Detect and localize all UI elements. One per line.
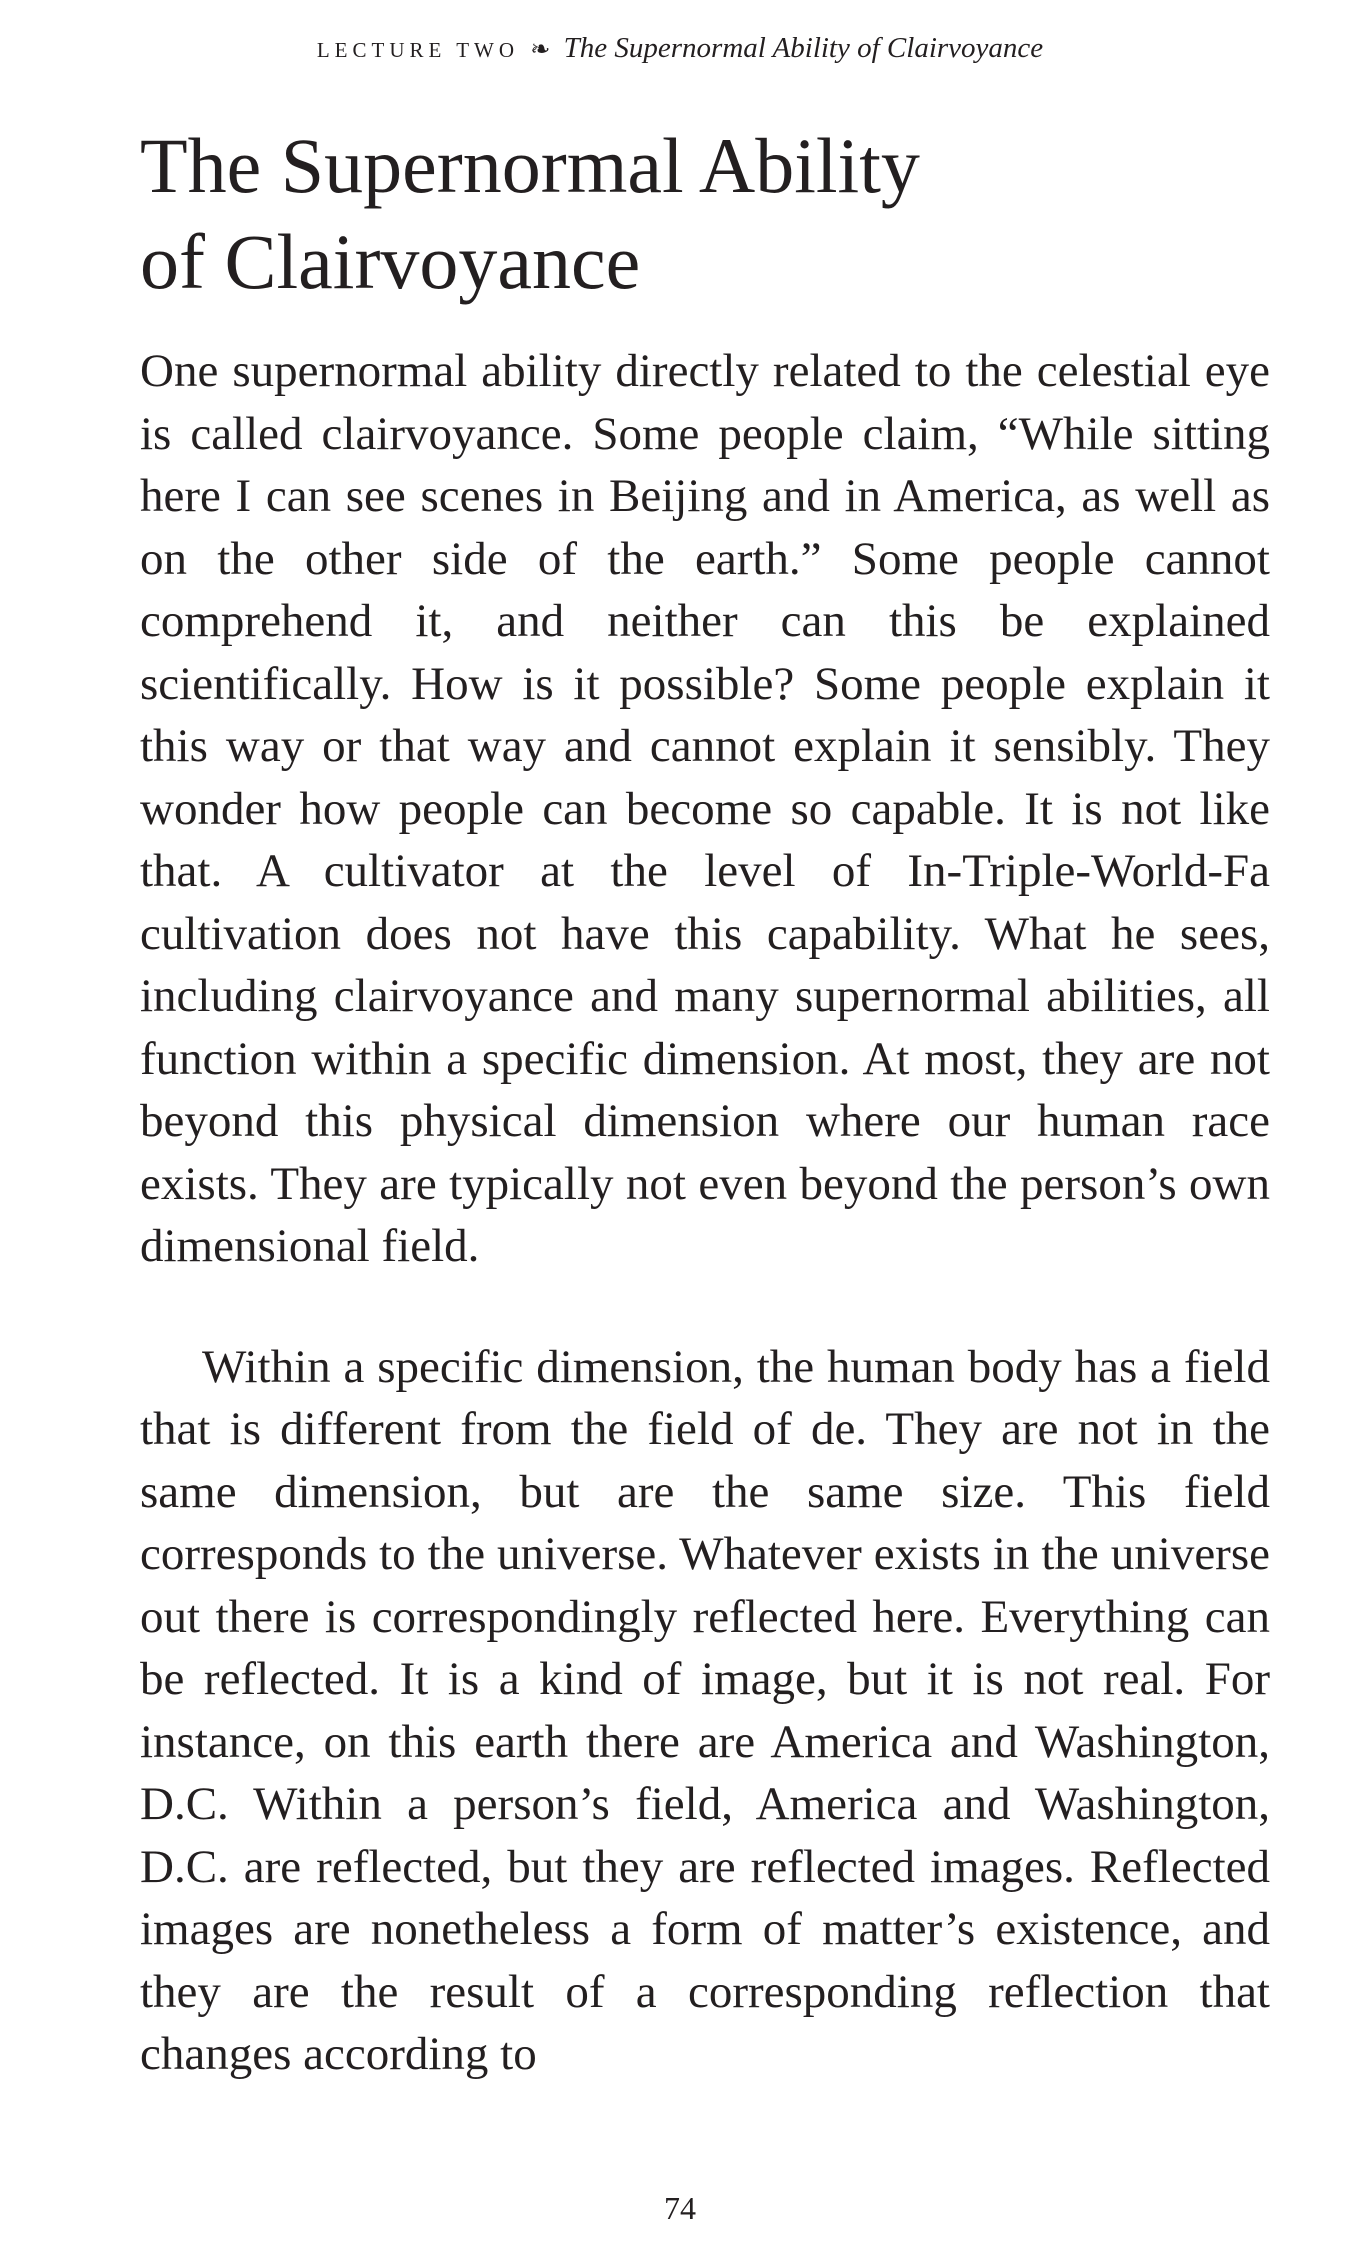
chapter-title [140,118,1240,310]
running-head-lecture-label: LECTURE TWO [316,38,520,62]
body-text [140,340,1270,2086]
paragraph-2: Within a specific dimension, the human body has a field that is different from the field of de. They are not in the same dimension, but are the same size. This field corresponds to the universe. Whatever exists in the universe out there is correspondingly reflected here. Everything can be reflected. It is a kind of image, but it is not real. For instance, on this earth there are America and Washington, D.C. Within a person’s field, America and Washington, D.C. are reflected, but they are reflected images. Reflected images are nonetheless a form of matter’s existence, and they are the result of a corresponding reflection that changes according to [140,1340,1270,2080]
page-number: 74 [664,2190,696,2226]
chapter-title-line-2: of Clairvoyance [140,218,641,305]
running-head-title: The Supernormal Ability of Clairvoyance [563,32,1044,64]
running-head [0,28,1360,70]
leaf-ornament-icon: ❧ [530,37,551,63]
chapter-title-line-1: The Supernormal Ability [140,122,920,209]
paragraph-1: One supernormal ability directly related to the celestial eye is called clairvoyance. Some people claim, “While sitting here I can see scenes in Beijing and in America, as well as on the other side of the earth.” Some people cannot comprehend it, and neither can this be explained scientifically. How is it possible? Some people explain it this way or that way and cannot explain it sensibly. They wonder how people can become so capable. It is not like that. A cultivator at the level of In-Triple-World-Fa cultivation does not have this capability. What he sees, including clairvoyance and many supernormal abilities, all function within a specific dimension. At most, they are not beyond this physical dimension where our human race exists. They are typically not even beyond the person’s own dimensional field. [140,345,1270,1272]
